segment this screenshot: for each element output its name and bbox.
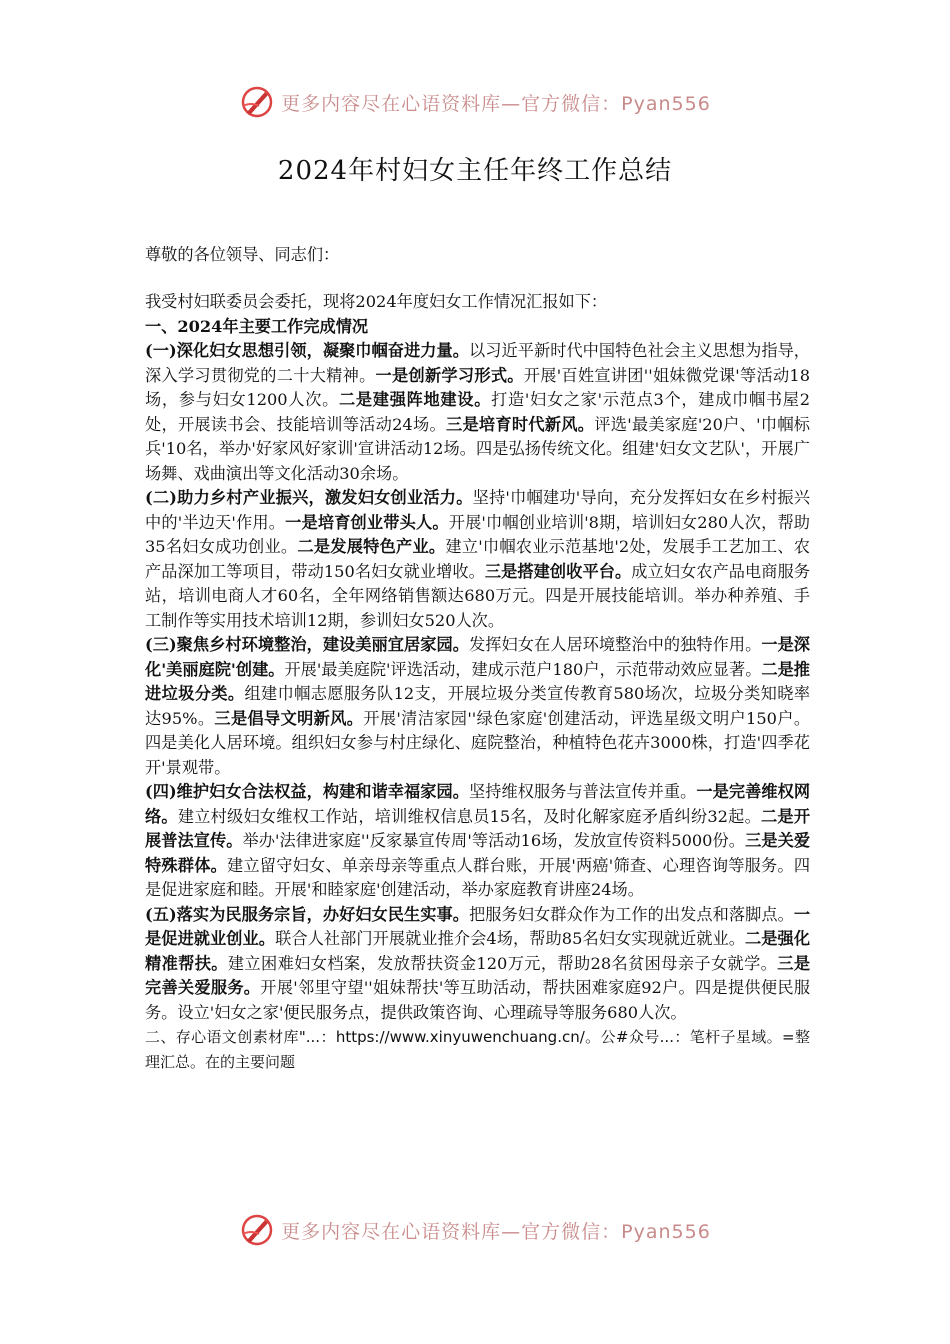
p2-text-3: 建立'巾帼农业示范基地'2处，发展手工艺加工、农产品深加工等项目，带动150名妇女就业增收。 xyxy=(145,537,810,581)
p5-text-3: 建立困难妇女档案，发放帮扶资金120万元，帮助28名贫困母亲子女就学。 xyxy=(227,953,778,973)
p3-bold-1: 一是深化'美丽庭院'创建。 xyxy=(145,635,810,679)
paragraph-1 xyxy=(145,339,810,486)
p3-text-4: 开展'清洁家园''绿色家庭'创建活动，评选星级文明户150户。四是美化人居环境。组织妇女参与村庄绿化、庭院整治，种植特色花卉3000株，打造'四季花开'景观带。 xyxy=(145,708,811,777)
p5-bold-3: 三是完善关爱服务。 xyxy=(145,953,811,997)
p1-bold-3: 三是培育时代新风。 xyxy=(445,414,595,434)
section-heading-1: 一、2024年主要工作完成情况 xyxy=(145,316,369,336)
p4-text-1: 坚持维权服务与普法宣传并重。 xyxy=(469,782,697,801)
p3-text-1: 发挥妇女在人居环境整治中的独特作用。 xyxy=(469,635,762,654)
p5-bold-2: 二是强化精准帮扶。 xyxy=(145,929,811,973)
p5-heading: (五)落实为民服务宗旨，办好妇女民生实事。 xyxy=(145,904,469,924)
p1-text-3: 打造'妇女之家'示范点3个，建成巾帼书屋2处，开展读书会、技能培训等活动24场。 xyxy=(145,390,811,434)
p1-bold-2: 二是建强阵地建设。 xyxy=(339,390,492,409)
paragraph-4 xyxy=(145,780,810,903)
p3-text-3: 组建巾帼志愿服务队12支，开展垃圾分类宣传教育580场次，垃圾分类知晓率达95%。 xyxy=(145,684,811,728)
p1-text-2: 开展'百姓宣讲团''姐妹微党课'等活动18场，参与妇女1200人次。 xyxy=(145,365,811,409)
pen-logo-icon xyxy=(239,1212,275,1248)
p4-text-2: 建立村级妇女维权工作站，培训维权信息员15名，及时化解家庭矛盾纠纷32起。 xyxy=(177,806,761,826)
p2-bold-1: 一是培育创业带头人。 xyxy=(285,512,449,532)
p3-heading: (三)聚焦乡村环境整治，建设美丽宜居家园。 xyxy=(145,635,469,654)
p1-bold-1: 一是创新学习形式。 xyxy=(375,365,524,385)
p5-text-4: 开展'邻里守望''姐妹帮扶'等互助活动，帮扶困难家庭92户。四是提供便民服务。设立'妇女之家'便民服务点，提供政策咨询、心理疏导等服务680人次。 xyxy=(145,978,810,1022)
section-heading-2: 二、存心语文创素材库"...：https://www.xinyuwenchuang.cn/。公#众号...：笔杆子星域。=整理汇总。在的主要问题 xyxy=(145,1028,810,1071)
p2-bold-3: 三是搭建创收平台。 xyxy=(484,561,632,581)
header-watermark-banner xyxy=(0,84,950,120)
p1-text-1: 以习近平新时代中国特色社会主义思想为指导，深入学习贯彻党的二十大精神。 xyxy=(145,341,810,385)
paragraph-3 xyxy=(145,633,810,780)
pen-logo-icon xyxy=(239,84,275,120)
p4-heading: (四)维护妇女合法权益，构建和谐幸福家园。 xyxy=(145,782,469,801)
document-body xyxy=(145,290,810,1074)
p1-heading: (一)深化妇女思想引领，凝聚巾帼奋进力量。 xyxy=(145,341,469,360)
p2-text-4: 成立妇女农产品电商服务站，培训电商人才60名，全年网络销售额达680万元。四是开展技能培训。举办种养殖、手工制作等实用技术培训12期，参训妇女520人次。 xyxy=(145,561,811,630)
intro-paragraph: 我受村妇联委员会委托，现将2024年度妇女工作情况汇报如下： xyxy=(145,292,608,311)
p1-text-4: 评选'最美家庭'20户、'巾帼标兵'10名，举办'好家风好家训'宣讲活动12场。四是弘扬传统文化。组建'妇女文艺队'，开展广场舞、戏曲演出等文化活动30余场。 xyxy=(145,414,810,483)
document-title: 2024年村妇女主任年终工作总结 xyxy=(277,156,673,186)
p4-text-3: 举办'法律进家庭''反家暴宣传周'等活动16场，发放宣传资料5000份。 xyxy=(242,831,746,850)
p3-bold-3: 三是倡导文明新风。 xyxy=(214,708,364,728)
footer-watermark-banner xyxy=(0,1212,950,1248)
p4-text-4: 建立留守妇女、单亲母亲等重点人群台账，开展'两癌'筛查、心理咨询等服务。四是促进家庭和睦。开展'和睦家庭'创建活动，举办家庭教育讲座24场。 xyxy=(145,855,811,899)
p5-bold-1: 一是促进就业创业。 xyxy=(145,904,810,948)
p2-bold-2: 二是发展特色产业。 xyxy=(297,537,446,556)
paragraph-2 xyxy=(145,486,810,633)
p5-text-2: 联合人社部门开展就业推介会4场，帮助85名妇女实现就近就业。 xyxy=(275,929,746,948)
p4-bold-2: 二是开展普法宣传。 xyxy=(145,806,811,850)
p4-bold-3: 三是关爱特殊群体。 xyxy=(145,831,811,875)
watermark-text: 更多内容尽在心语资料库—官方微信：Pyan556 xyxy=(281,92,711,115)
p5-text-1: 把服务妇女群众作为工作的出发点和落脚点。 xyxy=(469,904,794,924)
p2-text-2: 开展'巾帼创业培训'8期，培训妇女280人次，帮助35名妇女成功创业。 xyxy=(145,512,810,556)
p2-heading: (二)助力乡村产业振兴，激发妇女创业活力。 xyxy=(145,488,473,507)
p3-text-2: 开展'最美庭院'评选活动，建成示范户180户，示范带动效应显著。 xyxy=(284,659,762,679)
watermark-text: 更多内容尽在心语资料库—官方微信：Pyan556 xyxy=(281,1220,711,1243)
p4-bold-1: 一是完善维权网络。 xyxy=(145,782,811,826)
p2-text-1: 坚持'巾帼建功'导向，充分发挥妇女在乡村振兴中的'半边天'作用。 xyxy=(145,488,810,532)
greeting: 尊敬的各位领导、同志们： xyxy=(145,245,340,264)
p3-bold-2: 二是推进垃圾分类。 xyxy=(145,659,810,703)
paragraph-5 xyxy=(145,903,810,1026)
